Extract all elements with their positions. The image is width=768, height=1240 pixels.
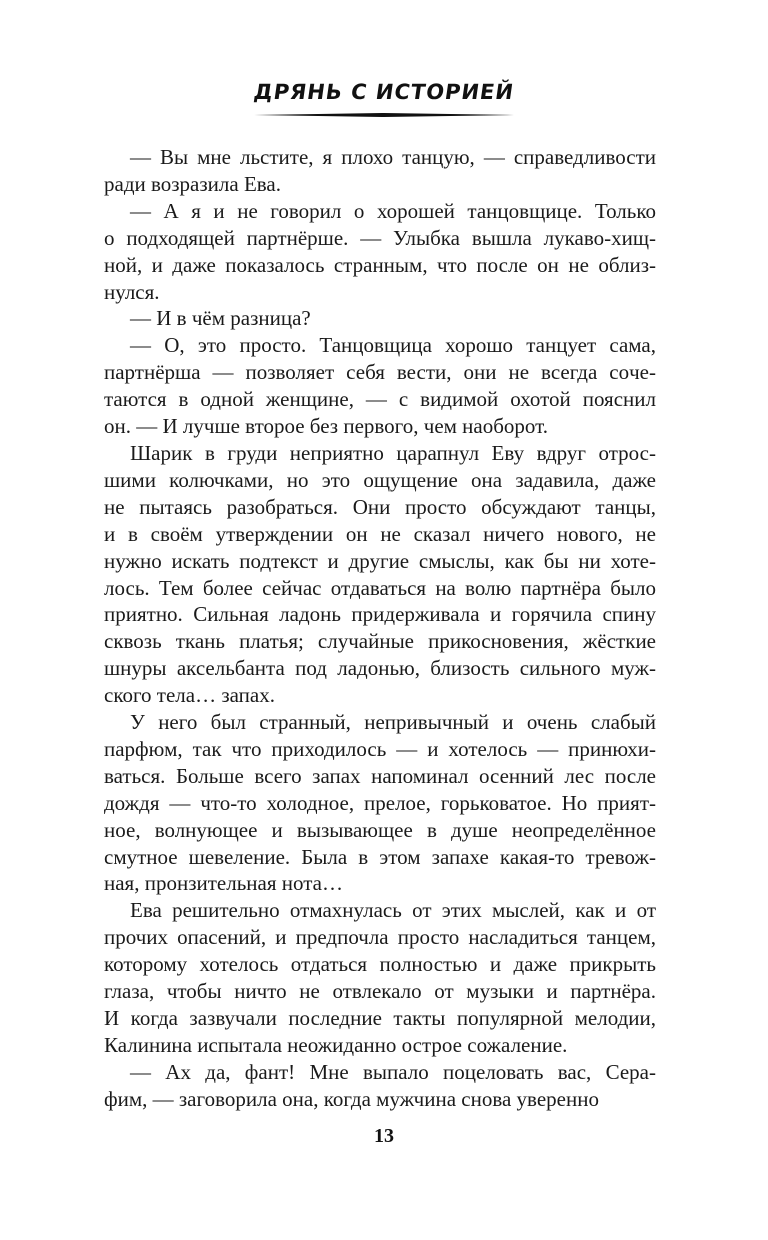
text-line: шими колючками, но это ощущение она задавила, даже [104, 467, 656, 492]
running-head-rule [254, 113, 514, 117]
body-text [104, 144, 656, 1113]
paragraph [104, 440, 656, 709]
text-line: Ева решительно отмахнулась от этих мыслей, как и от [130, 898, 656, 923]
text-line: фим, — заговорила она, когда мужчина снова уверенно [104, 1086, 599, 1111]
paragraph [104, 305, 656, 332]
header-rule-graphic [254, 113, 514, 117]
text-line: он. — И лучше второе без первого, чем наоборот. [104, 414, 548, 439]
text-line: дождя — что-то холодное, прелое, горьковатое. Но прият- [104, 790, 656, 815]
text-line: прочих опасений, и предпочла просто насладиться танцем, [104, 925, 656, 950]
text-line: Калинина испытала неожиданно острое сожаление. [104, 1032, 568, 1057]
text-line: У него был странный, непривычный и очень слабый [130, 710, 656, 735]
text-line: лось. Тем более сейчас отдаваться на волю партнёра было [104, 575, 656, 600]
text-line: которому хотелось отдаться полностью и даже прикрыть [104, 952, 656, 977]
text-line: партнёрша — позволяет себя вести, они не всегда сoче- [104, 360, 656, 385]
text-line: — А я и не говорил о хорошей танцовщице. Только [130, 198, 656, 223]
text-line: ваться. Больше всего запах напоминал осенний лес после [104, 763, 656, 788]
paragraph [104, 144, 656, 198]
text-line: ной, и даже показалось странным, что после он не облиз- [104, 252, 656, 277]
text-line: ского тела… запах. [104, 683, 275, 708]
paragraph [104, 1059, 656, 1113]
text-line: глаза, чтобы ничто не отвлекало от музыки и партнёра. [104, 979, 656, 1004]
text-line: — Ах да, фант! Мне выпало поцеловать вас, Сера- [130, 1059, 656, 1084]
paragraph [104, 332, 656, 440]
text-line: — И в чём разница? [130, 306, 311, 331]
text-line: ради возразила Ева. [104, 171, 282, 196]
paragraph [104, 709, 656, 897]
page-number: 13 [374, 1125, 394, 1147]
text-line: ное, волнующее и вызывающее в душе неопределённое [104, 817, 656, 842]
paragraph [104, 198, 656, 306]
text-line: И когда зазвучали последние такты популярной мелодии, [104, 1006, 656, 1030]
text-line: нужно искать подтекст и другие смыслы, как бы ни хоте- [104, 548, 656, 573]
text-line: парфюм, так что приходилось — и хотелось — принюхи- [104, 736, 656, 761]
text-line: шнуры аксельбанта под ладонью, близость сильного муж- [104, 656, 656, 681]
text-line: сквозь ткань платья; случайные прикосновения, жёсткие [104, 629, 656, 654]
text-line: — О, это просто. Танцовщица хорошо танцует сама, [130, 333, 656, 358]
text-line: приятно. Сильная ладонь придерживала и горячила спину [104, 602, 656, 627]
paragraph [104, 897, 656, 1058]
text-line: — Вы мне льстите, я плохо танцую, — справедливости [130, 145, 656, 169]
text-line: ная, пронзительная нота… [104, 871, 343, 896]
text-line: нулся. [104, 279, 160, 304]
text-line: смутное шевеление. Была в этом запахе какая-то тревож- [104, 844, 656, 869]
text-line: о подходящей партнёрше. — Улыбка вышла лукаво-хищ- [104, 225, 656, 250]
text-line: и в своём утверждении он не сказал ничего нового, не [104, 521, 656, 546]
text-line: Шарик в груди неприятно царапнул Еву вдруг отрос- [130, 440, 656, 465]
text-line: таются в одной женщине, — с видимой охотой пояснил [104, 387, 656, 412]
running-head-title: ДРЯНЬ С ИСТОРИЕЙ [252, 80, 516, 104]
running-head [0, 80, 768, 104]
text-line: не пытаясь разобраться. Они просто обсуждают танцы, [104, 494, 656, 519]
